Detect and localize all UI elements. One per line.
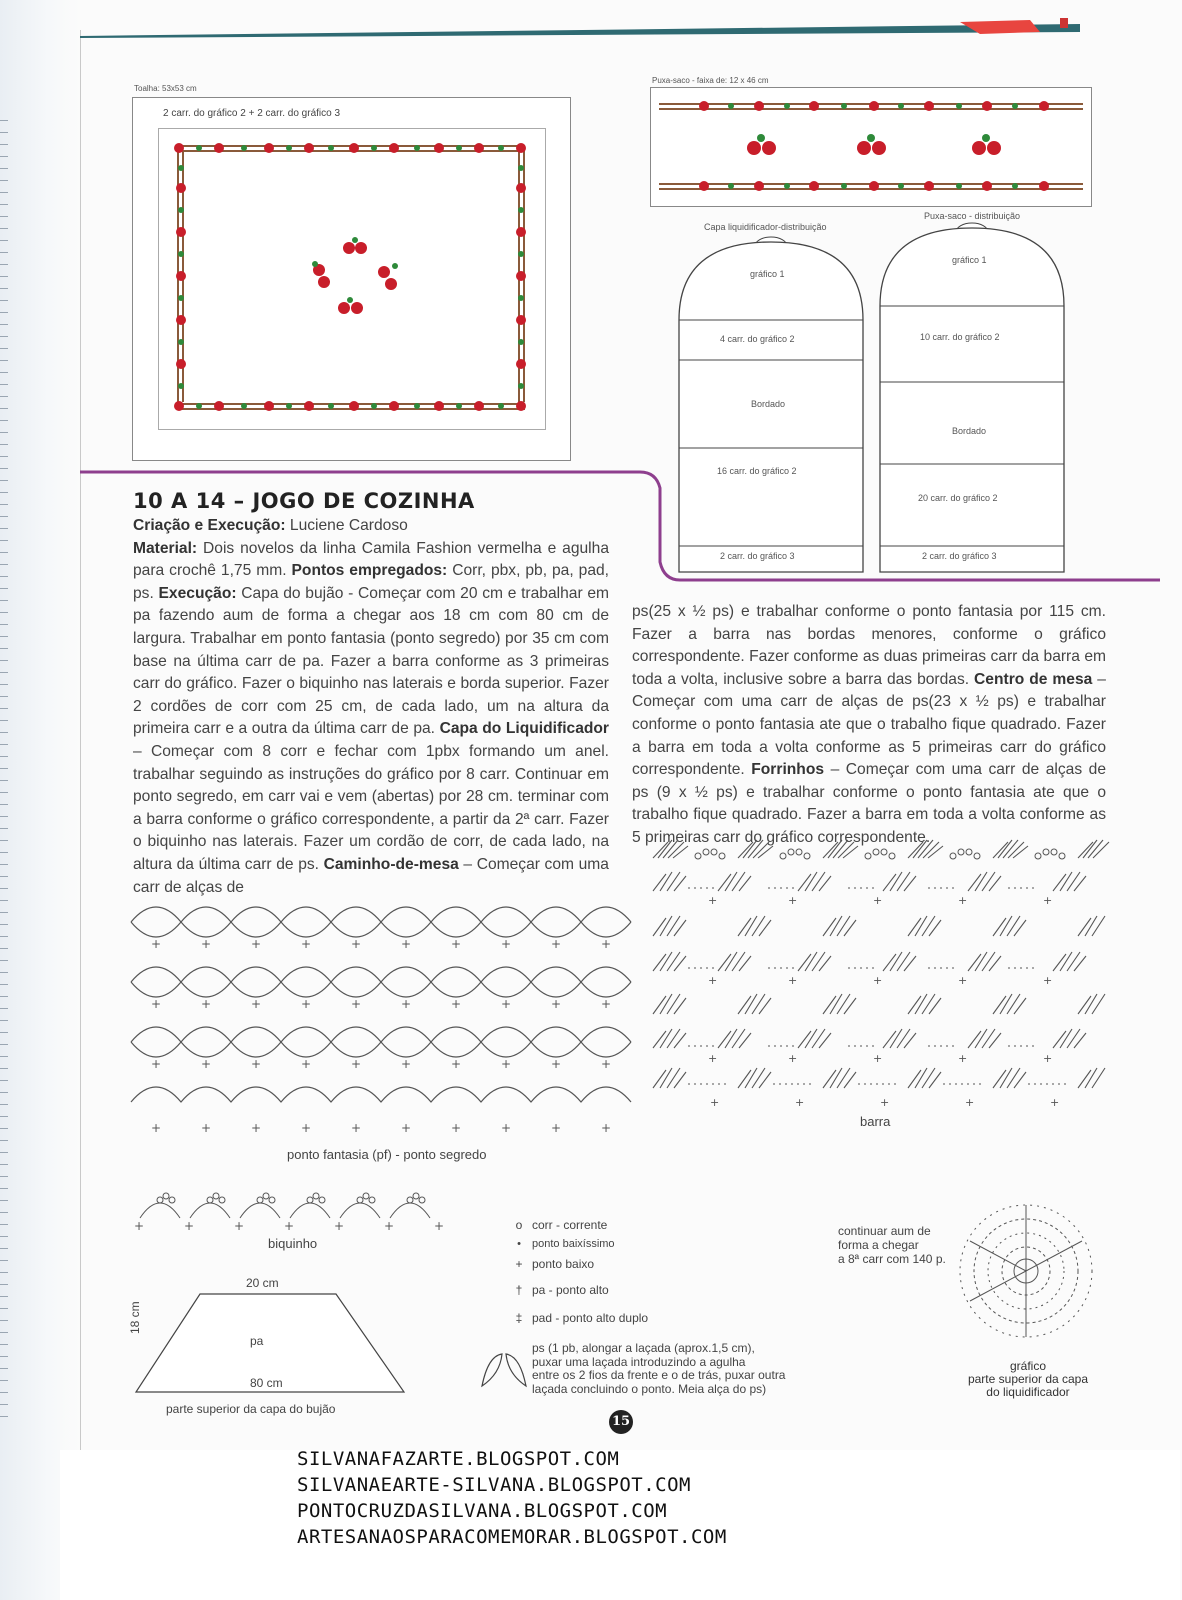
svg-text:+: + xyxy=(451,1057,462,1071)
svg-text:+: + xyxy=(201,997,212,1011)
biquinho-label: biquinho xyxy=(268,1236,318,1251)
svg-text:+: + xyxy=(708,974,718,987)
capa-liq-row-3: Bordado xyxy=(751,399,786,409)
puxa-saco-dist-title: Puxa-saco - distribuição xyxy=(924,211,1021,221)
svg-text:+: + xyxy=(251,1057,262,1071)
svg-text:+: + xyxy=(710,1096,720,1109)
svg-text:+: + xyxy=(788,894,798,907)
puxa-saco-pattern xyxy=(659,96,1083,198)
svg-text:+: + xyxy=(873,974,883,987)
capa-liq-row-5: 2 carr. do gráfico 3 xyxy=(720,551,795,561)
svg-text:+: + xyxy=(401,1057,412,1071)
svg-text:+: + xyxy=(201,1121,212,1135)
svg-text:+: + xyxy=(451,937,462,951)
article-column-1 xyxy=(133,515,609,899)
svg-text:+: + xyxy=(551,1121,562,1135)
svg-text:+: + xyxy=(401,937,412,951)
svg-text:+: + xyxy=(351,997,362,1011)
svg-text:+: + xyxy=(251,1121,262,1135)
ps-symbol-icon xyxy=(478,1350,530,1390)
blog-list xyxy=(297,1446,727,1550)
svg-text:+: + xyxy=(401,1121,412,1135)
svg-text:+: + xyxy=(708,1052,718,1065)
ponto-fantasia-diagram xyxy=(126,892,638,1138)
svg-text:+: + xyxy=(251,997,262,1011)
svg-text:+: + xyxy=(551,937,562,951)
legend-item: + ponto baixo xyxy=(515,1257,595,1271)
puxa-saco-caption: Puxa-saco - faixa de: 12 x 46 cm xyxy=(652,76,769,85)
article-body: Material: Dois novelos da linha Camila Fashion vermelha e agulha para crochê 1,75 mm. Pontos empregados: Corr, pbx, pb, pa, pad, ps. Execução: Capa do bujão - Começar com 20 cm e trabalhar em pa fazendo aum de forma a chegar aos 18 cm com 80 cm de largura. Trabalhar em ponto fantasia (ponto segredo) por 35 cm com base na última carr de pa. Fazer a barra conforme as 3 primeiras carr do gráfico. Fazer o biquinho nas laterais e borda superior. Fazer 2 cordões de corr com 25 cm, de cada lado, um na altura da primeira carr e a outra da última carr de pa. Capa do Liquidificador – Começar com 8 corr e fechar com 1pbx formando um anel. trabalhar seguindo as instruções do gráfico por 8 carr. Continuar em ponto segredo, em carr vai e vem (abertas) por 28 cm. terminar com a barra conforme o gráfico correspondente, a partir da 2ª carr. Fazer o biquinho nas laterais. Fazer um cordão de corr, de cada lado, na altura da última carr de ps. Caminho-de-mesa – Começar com uma carr de alças de xyxy=(133,539,610,896)
svg-text:+: + xyxy=(965,1096,975,1109)
toalha-border-pattern xyxy=(169,140,539,420)
svg-text:+: + xyxy=(201,1057,212,1071)
svg-text:+: + xyxy=(873,1052,883,1065)
svg-text:+: + xyxy=(501,1057,512,1071)
svg-text:+: + xyxy=(958,974,968,987)
svg-text:+: + xyxy=(151,1121,162,1135)
svg-text:+: + xyxy=(501,1121,512,1135)
svg-text:+: + xyxy=(1043,974,1053,987)
barra-diagram xyxy=(648,836,1120,1112)
svg-text:+: + xyxy=(234,1219,245,1232)
svg-text:+: + xyxy=(788,974,798,987)
svg-text:+: + xyxy=(201,937,212,951)
blog-link-4[interactable]: ARTESANAOSPARACOMEMORAR.BLOGSPOT.COM xyxy=(297,1526,727,1548)
svg-text:+: + xyxy=(334,1219,345,1232)
puxa-saco-dist-row-4: 20 carr. do gráfico 2 xyxy=(918,493,998,503)
svg-text:+: + xyxy=(301,997,312,1011)
svg-text:+: + xyxy=(351,937,362,951)
svg-text:+: + xyxy=(434,1219,445,1232)
svg-text:+: + xyxy=(601,1121,612,1135)
biquinho-diagram xyxy=(130,1188,460,1232)
page-left-edge xyxy=(80,30,81,1470)
svg-text:+: + xyxy=(601,937,612,951)
puxa-saco-dist-row-2: 10 carr. do gráfico 2 xyxy=(920,332,1000,342)
legend-item: ‡ pad - ponto alto duplo xyxy=(515,1311,649,1325)
top-banner xyxy=(80,18,1100,40)
svg-text:+: + xyxy=(251,937,262,951)
trapezoid-bottom-label: 80 cm xyxy=(250,1376,283,1390)
svg-text:+: + xyxy=(501,997,512,1011)
svg-text:+: + xyxy=(151,997,162,1011)
svg-text:+: + xyxy=(351,1057,362,1071)
svg-text:+: + xyxy=(788,1052,798,1065)
svg-text:+: + xyxy=(451,1121,462,1135)
puxa-saco-chart xyxy=(650,87,1092,207)
legend-item: o corr - corrente xyxy=(515,1218,608,1232)
ruler-marks xyxy=(0,120,8,1420)
svg-text:+: + xyxy=(880,1096,890,1109)
circle-diagram xyxy=(956,1196,1096,1346)
puxa-saco-dist-row-3: Bordado xyxy=(952,426,987,436)
svg-text:+: + xyxy=(351,1121,362,1135)
trapezoid-caption: parte superior da capa do bujão xyxy=(166,1402,336,1416)
svg-text:+: + xyxy=(401,997,412,1011)
ponto-fantasia-label: ponto fantasia (pf) - ponto segredo xyxy=(287,1147,487,1162)
svg-text:+: + xyxy=(708,894,718,907)
blog-link-3[interactable]: PONTOCRUZDASILVANA.BLOGSPOT.COM xyxy=(297,1500,668,1522)
toalha-chart xyxy=(132,97,571,461)
svg-text:+: + xyxy=(873,894,883,907)
capa-liq-title: Capa liquidificador-distribuição xyxy=(704,222,827,232)
page-spine xyxy=(0,0,80,1600)
legend-item: † pa - ponto alto xyxy=(515,1283,609,1297)
puxa-saco-dist-row-1: gráfico 1 xyxy=(952,255,987,265)
article-creation: Criação e Execução: Luciene Cardoso xyxy=(133,517,408,534)
page-number: 15 xyxy=(609,1410,633,1434)
svg-text:+: + xyxy=(301,1057,312,1071)
trapezoid-top-label: 20 cm xyxy=(246,1276,279,1290)
circle-note: continuar aum de forma a chegar a 8ª carr com 140 p. xyxy=(838,1224,946,1266)
svg-text:+: + xyxy=(301,1121,312,1135)
svg-text:+: + xyxy=(958,894,968,907)
toalha-note: 2 carr. do gráfico 2 + 2 carr. do gráfico 3 xyxy=(163,108,341,119)
svg-text:+: + xyxy=(184,1219,195,1232)
trapezoid-center-label: pa xyxy=(250,1334,264,1348)
puxa-saco-dist-row-5: 2 carr. do gráfico 3 xyxy=(922,551,997,561)
svg-text:+: + xyxy=(384,1219,395,1232)
svg-text:+: + xyxy=(151,1057,162,1071)
svg-text:+: + xyxy=(134,1219,145,1232)
svg-text:+: + xyxy=(284,1219,295,1232)
circle-caption: gráfico parte superior da capa do liquidificador xyxy=(967,1359,1089,1399)
legend-ps-text: ps (1 pb, alongar a laçada (aprox.1,5 cm), puxar uma laçada introduzindo a agulha entre os 2 fios da frente e o de trás, puxar outra laçada concluindo o ponto. Meia alça do ps) xyxy=(532,1341,786,1396)
svg-text:+: + xyxy=(501,937,512,951)
legend-item: • ponto baixíssimo xyxy=(517,1238,615,1250)
svg-text:+: + xyxy=(601,1057,612,1071)
svg-text:+: + xyxy=(301,937,312,951)
svg-text:+: + xyxy=(551,1057,562,1071)
capa-liq-row-1: gráfico 1 xyxy=(750,269,785,279)
svg-text:+: + xyxy=(795,1096,805,1109)
capa-liq-row-4: 16 carr. do gráfico 2 xyxy=(717,466,797,476)
article-column-2: ps(25 x ½ ps) e trabalhar conforme o ponto fantasia por 115 cm. Fazer a barra nas bordas menores, conforme o gráfico correspondente. Fazer conforme as duas primeiras carr da barra em toda a volta, inclusive sobre a barra das bordas. Centro de mesa – Começar com uma carr de alças de ps(23 x ½ ps) e trabalhar conforme o ponto fantasia ate que o trabalho fique quadrado. Fazer a barra em toda a volta conforme as 5 primeiras carr do gráfico correspondente. Forrinhos – Começar com uma carr de alças de ps (9 x ½ ps) e trabalhar conforme o ponto fantasia ate que o trabalho fique quadrado. Fazer a barra em toda a volta conforme as 5 primeiras carr do gráfico correspondente. xyxy=(632,603,1106,846)
legend xyxy=(506,1218,826,1335)
toalha-caption: Toalha: 53x53 cm xyxy=(134,84,197,93)
barra-label: barra xyxy=(860,1114,891,1129)
blog-link-1[interactable]: SILVANAFAZARTE.BLOGSPOT.COM xyxy=(297,1448,620,1470)
svg-text:+: + xyxy=(1043,894,1053,907)
capa-liq-row-2: 4 carr. do gráfico 2 xyxy=(720,334,795,344)
svg-text:+: + xyxy=(1050,1096,1060,1109)
svg-text:+: + xyxy=(958,1052,968,1065)
blog-link-2[interactable]: SILVANAEARTE-SILVANA.BLOGSPOT.COM xyxy=(297,1474,691,1496)
svg-text:+: + xyxy=(451,997,462,1011)
svg-text:+: + xyxy=(1043,1052,1053,1065)
svg-text:+: + xyxy=(551,997,562,1011)
trapezoid-side-label: 18 cm xyxy=(128,1301,142,1334)
svg-text:+: + xyxy=(601,997,612,1011)
article-title: 10 A 14 – JOGO DE COZINHA xyxy=(133,489,475,513)
svg-text:+: + xyxy=(151,937,162,951)
